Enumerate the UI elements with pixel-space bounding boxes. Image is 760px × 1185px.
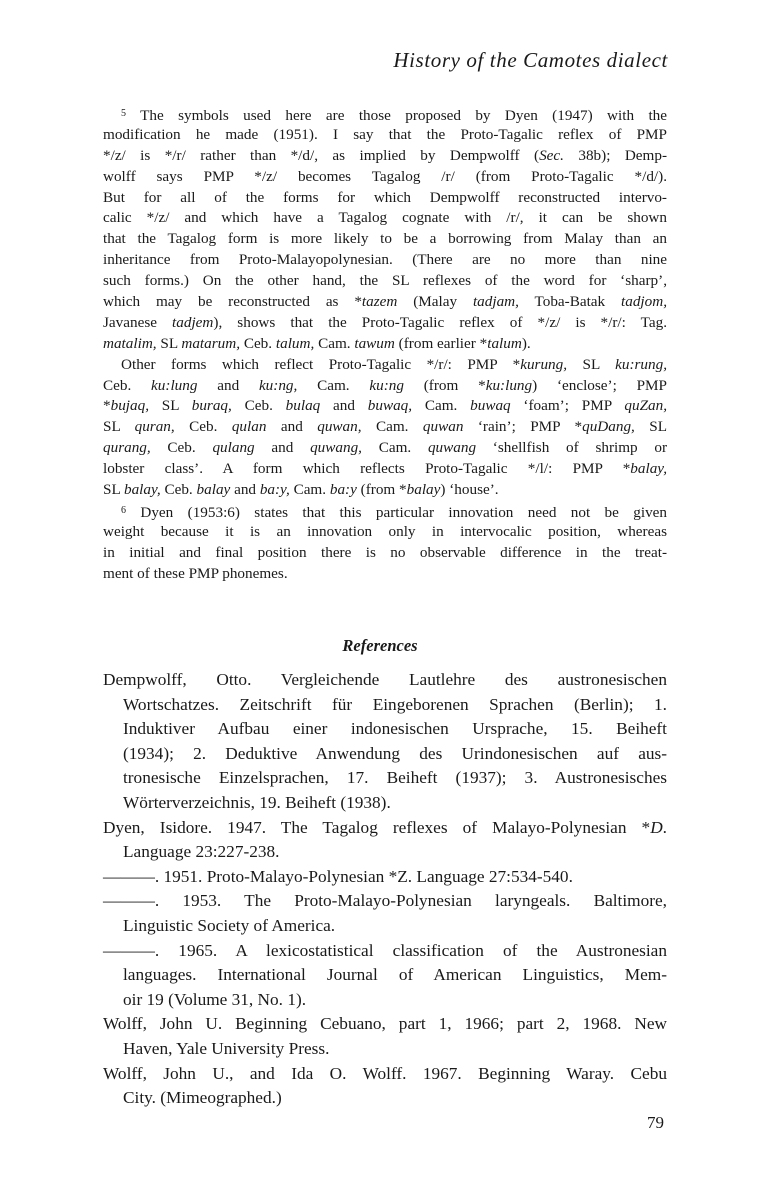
footnote-5-line: modification he made (1951). I say that the Proto-Tagalic reflex of PMP	[103, 125, 667, 143]
references-list	[103, 668, 667, 1111]
footnote-number: 6	[121, 504, 126, 516]
footnote-5-line: SL balay, Ceb. balay and ba:y, Cam. ba:y (from *balay) ‘house’.	[103, 481, 499, 499]
footnote-5-line: lobster class’. A form which reflects Proto-Tagalic */l/: PMP *balay,	[103, 460, 667, 478]
footnote-5-line: matalim, SL matarum, Ceb. talum, Cam. tawum (from earlier *talum).	[103, 334, 531, 352]
reference-line: tronesische Einzelsprachen, 17. Beiheft (1937); 3. Austronesisches	[123, 768, 667, 788]
reference-line: Dempwolff, Otto. Vergleichende Lautlehre des austronesischen	[103, 670, 667, 689]
footnote-6-line: ment of these PMP phonemes.	[103, 564, 288, 582]
footnote-number: 5	[121, 108, 126, 119]
references-heading: References	[342, 636, 418, 655]
footnotes	[103, 104, 667, 584]
footnote-5-line: *bujaq, SL buraq, Ceb. bulaq and buwaq, Cam. buwaq ‘foam’; PMP quZan,	[103, 397, 667, 415]
reference-line: Language 23:227-238.	[123, 842, 280, 862]
reference-line: Wortschatzes. Zeitschrift für Eingeborenen Sprachen (Berlin); 1.	[123, 694, 667, 714]
footnote-5-line: calic */z/ and which have a Tagalog cognate with /r/, it can be shown	[103, 209, 667, 227]
reference-line: Wolff, John U., and Ida O. Wolff. 1967. Beginning Waray. Cebu	[103, 1063, 667, 1083]
footnote-6-line: $^6$ Dyen (1953:6) states that this particular innovation need not be given	[121, 503, 667, 521]
footnote-5-line: Javanese tadjem), shows that the Proto-Tagalic reflex of */z/ is */r/: Tag.	[103, 313, 667, 331]
running-head-title: History of the Camotes dialect	[393, 48, 668, 72]
reference-line: Haven, Yale University Press.	[123, 1038, 330, 1058]
footnote-5-line: SL quran, Ceb. qulan and quwan, Cam. quwan ‘rain’; PMP *quDang, SL	[103, 418, 668, 436]
reference-line: Wörterverzeichnis, 19. Beiheft (1938).	[123, 792, 391, 812]
reference-line: ———. 1951. Proto-Malayo-Polynesian *Z. Language 27:534-540.	[103, 866, 573, 886]
reference-line: Induktiver Aufbau einer indonesischen Ursprache, 15. Beiheft	[123, 719, 667, 739]
footnote-5-line: that the Tagalog form is more likely to be a borrowing from Malay than an	[103, 230, 667, 248]
footnote-5-line: inheritance from Proto-Malayopolynesian. (There are no more than nine	[103, 251, 667, 269]
footnote-5-line: such forms.) On the other hand, the SL reflexes of the word for ‘sharp’,	[103, 272, 667, 290]
reference-line: oir 19 (Volume 31, No. 1).	[123, 989, 307, 1009]
reference-line: Dyen, Isidore. 1947. The Tagalog reflexes of Malayo-Polynesian *D.	[103, 817, 667, 837]
footnote-5-line: wolff says PMP */z/ becomes Tagalog /r/ (from Proto-Tagalic */d/).	[103, 167, 667, 185]
footnote-5-line: */z/ is */r/ rather than */d/, as implied by Dempwolff (Sec. 38b); Demp-	[103, 146, 667, 164]
footnote-5-line: Other forms which reflect Proto-Tagalic */r/: PMP *kurung, SL ku:rung,	[121, 355, 667, 373]
footnote-6-line: in initial and final position there is no observable difference in the treat-	[103, 543, 667, 561]
footnote-5-line: But for all of the forms for which Dempwolff reconstructed intervo-	[103, 188, 667, 206]
reference-line: Linguistic Society of America.	[123, 915, 336, 935]
footnote-5-line: which may be reconstructed as *tazem (Malay tadjam, Toba-Batak tadjom,	[103, 293, 667, 311]
page-number: 79	[647, 1113, 664, 1132]
reference-line: ———. 1953. The Proto-Malayo-Polynesian laryngeals. Baltimore,	[103, 891, 667, 911]
footnote-5-line: qurang, Ceb. qulang and quwang, Cam. quwang ‘shellfish of shrimp or	[103, 439, 668, 457]
reference-line: Wolff, John U. Beginning Cebuano, part 1, 1966; part 2, 1968. New	[103, 1014, 667, 1034]
reference-line: City. (Mimeographed.)	[123, 1088, 282, 1108]
footnote-5-line: $^5$ The symbols used here are those proposed by Dyen (1947) with the	[121, 107, 668, 124]
reference-line: (1934); 2. Deduktive Anwendung des Urindonesischen auf aus-	[123, 743, 667, 763]
reference-line: languages. International Journal of American Linguistics, Mem-	[123, 965, 667, 985]
footnote-6-line: weight because it is an innovation only in intervocalic position, whereas	[103, 522, 667, 540]
footnote-5-line: Ceb. ku:lung and ku:ng, Cam. ku:ng (from *ku:lung) ‘enclose’; PMP	[103, 376, 667, 394]
reference-line: ———. 1965. A lexicostatistical classification of the Austronesian	[103, 940, 667, 960]
